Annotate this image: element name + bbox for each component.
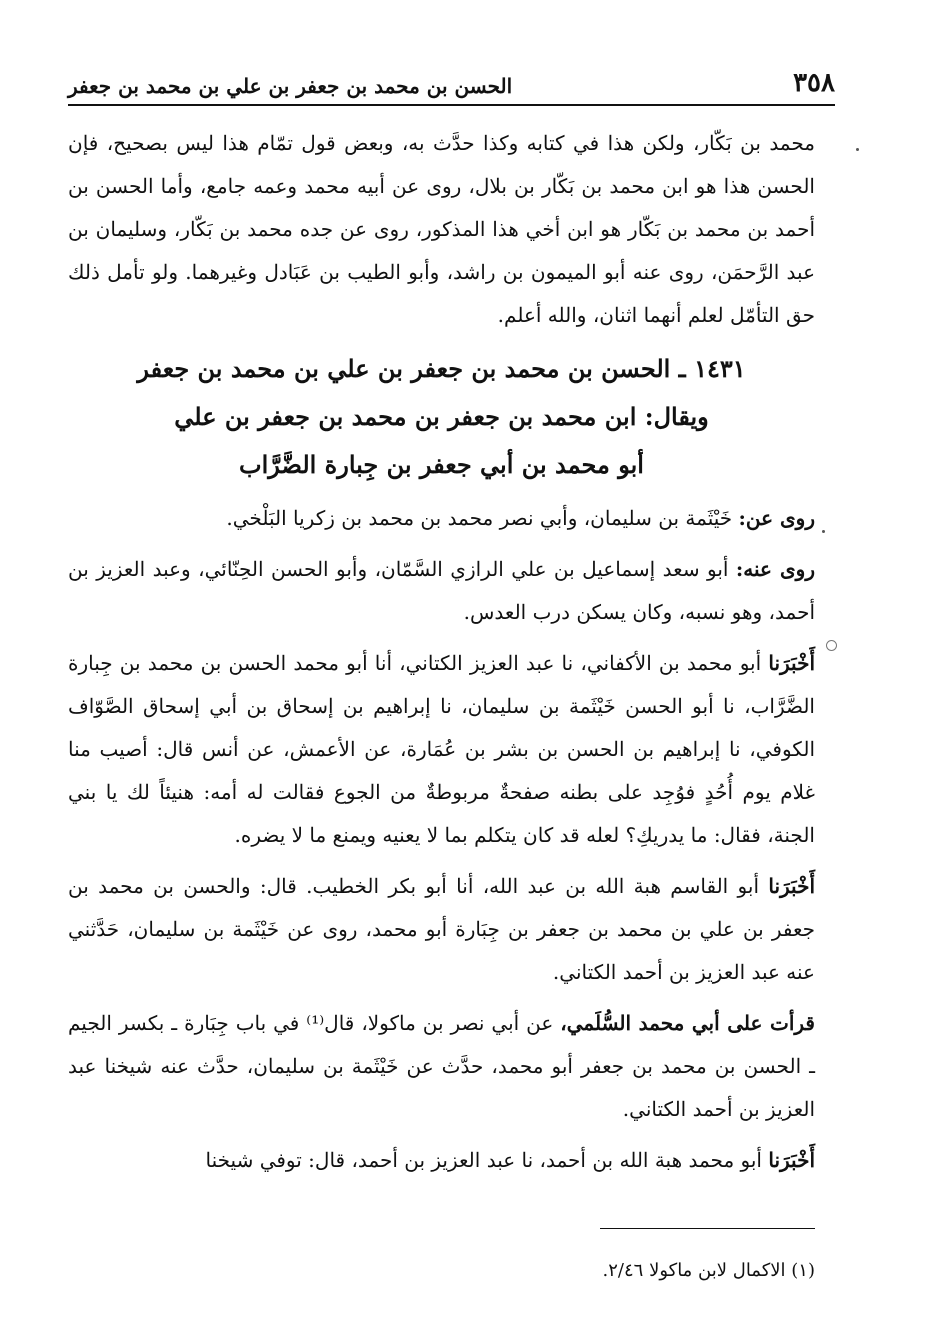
entry-heading-name: ١٤٣١ ـ الحسن بن محمد بن جعفر بن علي بن محمد بن جعفر bbox=[137, 354, 746, 383]
report-lead: أَخْبَرَنا bbox=[768, 874, 815, 898]
report-paragraph bbox=[68, 1139, 815, 1182]
narrated-from-paragraph bbox=[68, 497, 815, 540]
report-lead: أَخْبَرَنا bbox=[768, 651, 815, 675]
intro-paragraph: محمد بن بَكّار، ولكن هذا في كتابه وكذا حدَّث به، وبعض قول تمّام هذا ليس بصحيح، فإن الحسن هذا هو ابن محمد بن بَكّار بن بلال، روى عن أبيه محمد وعمه جامع، وأما الحسن بن أحمد بن محمد بن بَكّار هو ابن أخي هذا المذكور، روى عن جده محمد بن بَكّار، وسليمان بن عبد الرَّحمَن، روى عنه أبو الميمون بن راشد، وأبو الطيب بن عَبَادل وغيرهما. ولو تأمل ذلك حق التأمّل لعلم أنهما اثنان، والله أعلم. bbox=[68, 131, 815, 327]
narrated-by-label: روى عنه: bbox=[735, 557, 815, 581]
report-text: أبو محمد بن الأكفاني، نا عبد العزيز الكتاني، أنا أبو محمد الحسن بن محمد بن جِبارة الضَّرَّاب، نا أبو الحسن خَيْثَمة بن سليمان، نا إبراهيم بن إسحاق بن أبي إسحاق الصَّوّاف الكوفي، نا إبراهيم بن الحسن بن بشر بن عُمَارة، عن الأعمش، عن أنس قال: أصيب منا غلام يوم أُحُدٍ فوُجِد على بطنه صفحةٌ مربوطةٌ من الجوع فقالت له أمه: هنيئاً لك يا بني الجنة، فقال: ما يدريكِ؟ لعله قد كان يتكلم بما لا يعنيه ويمنع ما لا يضره. bbox=[68, 651, 815, 847]
page-header bbox=[68, 58, 835, 106]
report-lead: أَخْبَرَنا bbox=[768, 1148, 815, 1172]
page-body bbox=[68, 122, 815, 1190]
report-lead: قرأت على أبي محمد السُّلَمي، bbox=[560, 1011, 815, 1035]
report-text: أبو القاسم هبة الله بن عبد الله، أنا أبو بكر الخطيب. قال: والحسن بن محمد بن جعفر بن علي بن محمد بن جعفر بن جِبَارة أبو محمد، روى عن خَيْثَمة بن سليمان، حَدَّثني عنه عبد العزيز بن أحمد الكتاني. bbox=[68, 874, 815, 984]
narrated-by-text: أبو سعد إسماعيل بن علي الرازي السَّمّان، وأبو الحسن الحِنّائي، وعبد العزيز بن أحمد، وهو نسبه، وكان يسكن درب العدس. bbox=[68, 557, 815, 624]
report-text: أبو محمد هبة الله بن أحمد، نا عبد العزيز بن أحمد، قال: توفي شيخنا bbox=[205, 1148, 769, 1172]
narrated-by-paragraph bbox=[68, 548, 815, 634]
report-text: عن أبي نصر بن ماكولا، قال⁽¹⁾ في باب جِبَارة ـ بكسر الجيم ـ الحسن بن محمد بن جعفر أبو محمد، حدَّث عن خَيْثَمة بن سليمان، حدَّث عنه شيخنا عبد العزيز بن أحمد الكتاني. bbox=[68, 1011, 815, 1121]
report-paragraph bbox=[68, 642, 815, 857]
narrated-from-label: روى عن: bbox=[738, 506, 815, 530]
entry-heading-kunya: أبو محمد بن أبي جعفر بن جِبارة الضَّرَّاب bbox=[239, 450, 644, 479]
entry-heading-alt-name: ويقال: ابن محمد بن جعفر بن محمد بن جعفر بن علي bbox=[174, 402, 709, 431]
margin-dot bbox=[822, 530, 825, 533]
report-paragraph bbox=[68, 1002, 815, 1131]
narrated-from-text: خَيْثَمة بن سليمان، وأبي نصر محمد بن محمد بن زكريا البَلْخي. bbox=[226, 506, 739, 530]
running-title: الحسن بن محمد بن جعفر بن علي بن محمد بن جعفر bbox=[68, 74, 513, 98]
footnote-divider bbox=[600, 1228, 815, 1229]
page-number: ٣٥٨ bbox=[793, 68, 835, 98]
report-paragraph bbox=[68, 865, 815, 994]
margin-circle-mark bbox=[826, 640, 837, 651]
footnote: (١) الاكمال لابن ماكولا ٢/٤٦. bbox=[602, 1260, 815, 1281]
margin-dot bbox=[856, 148, 859, 151]
